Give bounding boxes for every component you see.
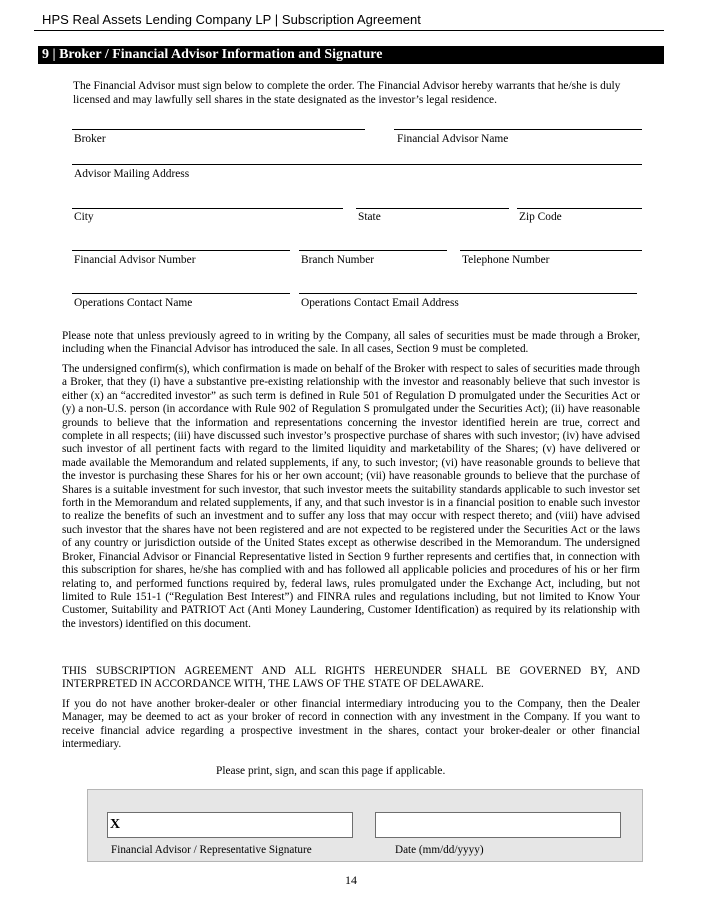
note-paragraph: Please note that unless previously agreed to in writing by the Company, all sales of securities must be made through a Broker, including when the Financial Advisor has introduced the sale. In all cases, Section 9 must be completed. (62, 330, 640, 356)
ops-contact-email-field[interactable] (299, 293, 637, 294)
signature-x-mark: X (110, 817, 121, 832)
telephone-field[interactable] (460, 250, 642, 251)
advisor-name-field[interactable] (394, 129, 642, 130)
mailing-address-field[interactable] (72, 164, 642, 165)
mailing-address-label: Advisor Mailing Address (74, 168, 190, 180)
ops-contact-email-label: Operations Contact Email Address (301, 297, 459, 309)
state-label: State (358, 211, 381, 223)
date-field[interactable] (375, 812, 621, 838)
branch-number-field[interactable] (299, 250, 447, 251)
section-intro: The Financial Advisor must sign below to complete the order. The Financial Advisor hereby warrants that he/she is duly licensed and may lawfully sell shares in the state designated as the investor’s legal residence. (73, 80, 621, 106)
confirmation-paragraph: The undersigned confirm(s), which confirmation is made on behalf of the Broker with respect to sales of securities made through a Broker, that they (i) have a substantive pre-existing relationship with the investor and reasonably believe that such investor is either (x) an “accredited investor” as such term is defined in Rule 501 of Regulation D promulgated under the Securities Act or (y) a non-U.S. person (in accordance with Rule 902 of Regulation S promulgated under the Securities Act); (ii) have reasonable grounds to believe that the information and representations concerning the investor identified herein are true, correct and complete in all respects; (iii) have discussed such investor’s prospective purchase of shares with such investor; (iv) have advised such investor of all pertinent facts with regard to the limited liquidity and marketability of the Shares; (v) have delivered or made available the Memorandum and related supplements, if any, to such investor; (vi) have reasonable grounds to believe that the investor is purchasing these Shares for his or her own account; (vii) have reasonable grounds to believe that the purchase of Shares is a suitable investment for such investor, that such investor meets the suitability standards applicable to such investor set forth in the Memorandum and related supplements, if any, and that such investor is in a financial position to enable such investor to realize the benefits of such an investment and to suffer any loss that may occur with respect thereto; and (viii) have advised such investor that the shares have not been registered and are not expected to be registered under the Securities Act or the laws of any country or jurisdiction outside of the United States except as otherwise described in the Memorandum. The undersigned Broker, Financial Advisor or Financial Representative listed in Section 9 further represents and certifies that, in connection with this subscription for shares, he/she has complied with and has followed all applicable policies and procedures of his or her firm relating to, and performed functions required by, federal laws, rules promulgated under the Exchange Act, including, but not limited to Rule 151-1 (“Regulation Best Interest”) and FINRA rules and regulations including, but not limited to Know Your Customer, Suitability and PATRIOT Act (Anti Money Laundering, Customer Identification) as required by its relationship with the investors) identified on this document. (62, 363, 640, 630)
section-title: 9 | Broker / Financial Advisor Information and Signature (42, 47, 383, 62)
branch-number-label: Branch Number (301, 254, 375, 266)
date-label: Date (mm/dd/yyyy) (395, 844, 484, 856)
broker-field[interactable] (72, 129, 365, 130)
advisor-number-label: Financial Advisor Number (74, 254, 196, 266)
advisor-name-label: Financial Advisor Name (397, 133, 509, 145)
city-label: City (74, 211, 94, 223)
print-instruction: Please print, sign, and scan this page if applicable. (216, 765, 446, 777)
broker-of-record-paragraph: If you do not have another broker-dealer or other financial intermediary introducing you to the Company, then the Dealer Manager, may be deemed to act as your broker of record in connection with any investment in the Company. If you want to receive financial advice regarding a prospective investment in the shares, contact your broker-dealer or other financial intermediary. (62, 698, 640, 751)
governing-law-paragraph: THIS SUBSCRIPTION AGREEMENT AND ALL RIGHTS HEREUNDER SHALL BE GOVERNED BY, AND INTERPRETED IN ACCORDANCE WITH, THE LAWS OF THE STATE OF DELAWARE. (62, 665, 640, 691)
ops-contact-name-label: Operations Contact Name (74, 297, 193, 309)
header-divider (34, 30, 664, 31)
signature-field[interactable] (107, 812, 353, 838)
city-field[interactable] (72, 208, 343, 209)
state-field[interactable] (356, 208, 509, 209)
telephone-label: Telephone Number (462, 254, 550, 266)
zip-label: Zip Code (519, 211, 562, 223)
zip-field[interactable] (517, 208, 642, 209)
page-number: 14 (345, 873, 357, 887)
document-header: HPS Real Assets Lending Company LP | Subscription Agreement (42, 12, 421, 27)
broker-label: Broker (74, 133, 106, 145)
advisor-number-field[interactable] (72, 250, 290, 251)
ops-contact-name-field[interactable] (72, 293, 290, 294)
signature-label: Financial Advisor / Representative Signature (111, 844, 312, 856)
